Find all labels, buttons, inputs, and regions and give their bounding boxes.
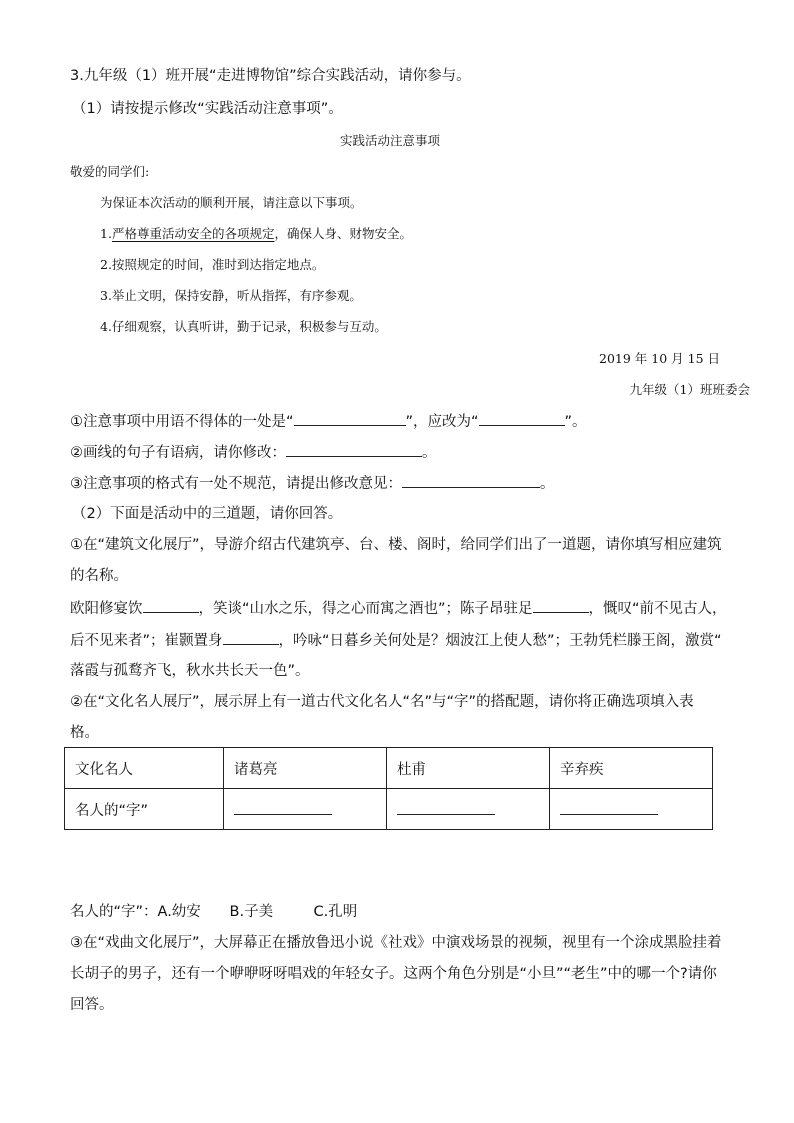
option-b: B.子美 [229, 904, 274, 920]
option-c: C.孔明 [313, 904, 358, 920]
hall3-line-3: 回答。 [70, 997, 114, 1013]
architecture-line-3: 落霞与孤鹜齐飞，秋水共长天一色”。 [70, 663, 310, 679]
table-row [65, 789, 713, 830]
answer-blank-tower[interactable] [223, 630, 279, 645]
subquestion-3-text: ③注意事项的格式有一处不规范，请提出修改意见： [70, 476, 402, 492]
answer-blank-pavilion[interactable] [143, 598, 199, 613]
answer-blank-revision[interactable] [286, 442, 422, 457]
table-header-cell: 辛弃疾 [550, 748, 713, 789]
table-row [65, 748, 713, 789]
subquestion-3 [70, 473, 555, 494]
underlined-sentence: 严格尊重活动安全的各项规定 [111, 226, 275, 241]
table-answer-cell[interactable] [224, 789, 387, 830]
notice-greeting: 敬爱的同学们: [70, 164, 150, 179]
notice-signature: 九年级（1）班班委会 [629, 382, 750, 397]
question-heading: 3.九年级（1）班开展“走进博物馆”综合实践活动，请你参与。 [70, 68, 471, 84]
table-row-label: 名人的“字” [65, 789, 224, 830]
subquestion-2-end: 。 [422, 445, 437, 461]
architecture-line-2 [70, 630, 722, 651]
answer-blank-du-fu[interactable] [397, 800, 495, 815]
answer-blank-correction[interactable] [479, 411, 565, 426]
subquestion-2-text: ②画线的句子有语病，请你修改： [70, 445, 286, 461]
notice-item-4: 4.仔细观察，认真听讲，勤于记录，积极参与互动。 [100, 319, 387, 334]
arch-text-2b: ，吟咏“日暮乡关何处是？烟波江上使人愁”；王勃凭栏滕王阁，激赏“ [278, 633, 722, 649]
table-header-cell: 文化名人 [65, 748, 224, 789]
arch-text-1c: ，慨叹“前不见古人， [588, 601, 727, 617]
arch-text-1b: ，笑谈“山水之乐，得之心而寓之酒也”；陈子昂驻足 [198, 601, 533, 617]
subquestion-2 [70, 442, 437, 463]
hall3-line-1: ③在“戏曲文化展厅”，大屏幕正在播放鲁迅小说《社戏》中演戏场景的视频，视里有一个涂成黑脸挂着 [70, 935, 722, 951]
option-a: A.幼安 [157, 904, 201, 920]
notice-title: 实践活动注意事项 [340, 133, 441, 148]
notice-item-1-number: 1. [100, 226, 112, 241]
table-header-cell: 杜甫 [387, 748, 550, 789]
answer-blank-format[interactable] [402, 473, 540, 488]
notice-item-3: 3.举止文明，保持安静，听从指挥，有序参观。 [100, 288, 362, 303]
answer-blank-zhuge-liang[interactable] [234, 800, 332, 815]
answer-blank-terrace[interactable] [533, 598, 589, 613]
subquestion-1-text-b: ”，应改为“ [405, 414, 479, 430]
subquestion-1-text-a: ①注意事项中用语不得体的一处是“ [70, 414, 294, 430]
subquestion-1 [70, 411, 587, 432]
arch-text-1a: 欧阳修宴饮 [70, 601, 143, 617]
options-label: 名人的“字”： [70, 904, 158, 920]
hall2-line-1: ②在“文化名人展厅”，展示屏上有一道古代文化名人“名”与“字”的搭配题，请你将正确选项填入表 [70, 694, 694, 710]
notice-intro: 为保证本次活动的顺利开展，请注意以下事项。 [100, 195, 363, 210]
notice-date: 2019 年 10 月 15 日 [599, 351, 720, 366]
table-answer-cell[interactable] [387, 789, 550, 830]
hall1-line-1: ①在“建筑文化展厅”，导游介绍古代建筑亭、台、楼、阁时，给同学们出了一道题，请你填写相应建筑 [70, 537, 722, 553]
answer-blank-wrong-phrase[interactable] [294, 411, 406, 426]
architecture-line-1 [70, 598, 727, 619]
part2-prompt: （2）下面是活动中的三道题，请你回答。 [72, 506, 343, 522]
table-answer-cell[interactable] [550, 789, 713, 830]
notice-item-2: 2.按照规定的时间，准时到达指定地点。 [100, 257, 325, 272]
arch-text-2a: 后不见来者”；崔颢置身 [70, 633, 223, 649]
name-style-table [64, 747, 713, 830]
notice-item-1 [100, 224, 412, 244]
answer-blank-xin-qiji[interactable] [560, 800, 658, 815]
hall2-line-2: 格。 [70, 725, 99, 741]
notice-item-1-rest: ，确保人身、财物安全。 [274, 226, 412, 241]
table-header-cell: 诸葛亮 [224, 748, 387, 789]
subquestion-1-text-c: ”。 [564, 414, 587, 430]
hall1-line-2: 的名称。 [70, 568, 128, 584]
hall3-line-2: 长胡子的男子，还有一个咿咿呀呀唱戏的年轻女子。这两个角色分别是“小旦”“老生”中的哪一个?请你 [70, 966, 717, 982]
options-line [70, 902, 357, 922]
part1-prompt: （1）请按提示修改“实践活动注意事项”。 [72, 101, 343, 117]
subquestion-3-end: 。 [540, 476, 555, 492]
